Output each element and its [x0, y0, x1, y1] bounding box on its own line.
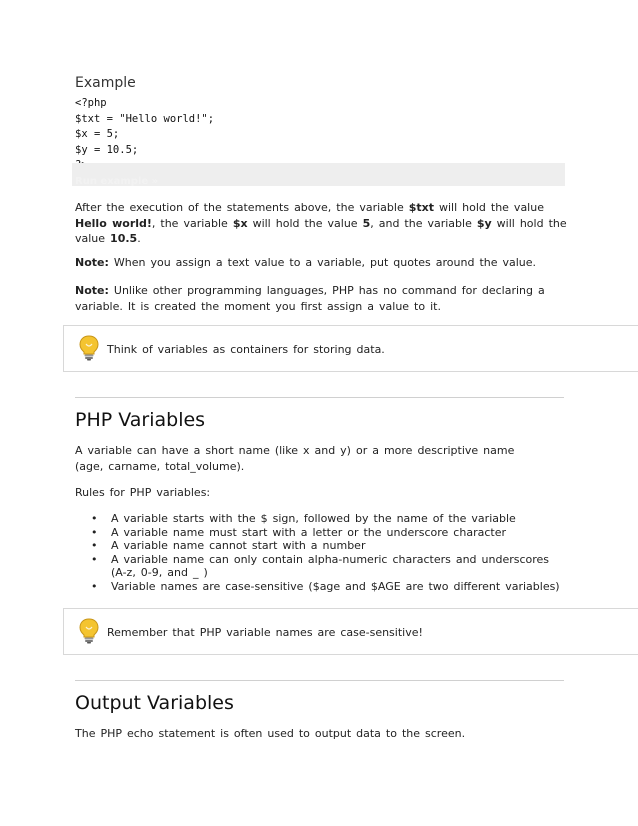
list-item: • Variable names are case-sensitive ($age and $AGE are two different variables): [111, 580, 567, 594]
text: After the execution of the statements above, the variable: [75, 201, 409, 214]
section-heading-php-variables: PHP Variables: [75, 409, 206, 431]
lightbulb-icon: [78, 618, 100, 644]
tip-text: Think of variables as containers for storing data.: [107, 343, 385, 356]
code-term: $x: [232, 216, 248, 230]
tip-box: [63, 608, 638, 655]
note-label: Note:: [75, 256, 109, 269]
code-block: [75, 96, 214, 174]
run-example-button[interactable]: Run example »: [75, 176, 159, 187]
text: will hold the value: [433, 201, 544, 214]
code-term: 10.5: [110, 232, 138, 245]
text: will hold the value: [247, 216, 363, 230]
lightbulb-icon: [78, 335, 100, 361]
list-item: • A variable starts with the $ sign, followed by the name of the variable: [111, 512, 567, 526]
tip-text: Remember that PHP variable names are case-sensitive!: [107, 626, 423, 639]
note-quotes: [75, 255, 567, 271]
text: .: [137, 232, 141, 245]
list-item: • A variable name can only contain alpha-numeric characters and underscores (A-z, 0-9, and _ ): [111, 553, 567, 580]
rules-list: [75, 512, 567, 593]
note-label: Note:: [75, 284, 109, 297]
text: will hold the value: [75, 216, 567, 245]
note-text: When you assign a text value to a variable, put quotes around the value.: [108, 256, 537, 269]
tip-box: [63, 325, 638, 372]
section-intro: A variable can have a short name (like x and y) or a more descriptive name (age, carname, total_volume).: [75, 444, 515, 473]
code-term: Hello world!: [75, 216, 152, 230]
text: , the variable: [151, 216, 233, 230]
note-declaration: [75, 283, 567, 314]
divider: [75, 397, 564, 398]
section-heading-output-variables: Output Variables: [75, 692, 234, 714]
divider: [75, 680, 564, 681]
code-line: $txt = "Hello world!";: [75, 112, 215, 125]
rules-label: Rules for PHP variables:: [75, 486, 211, 499]
explanation-paragraph: [75, 200, 567, 247]
section-intro: The PHP echo statement is often used to output data to the screen.: [75, 727, 466, 740]
note-text: Unlike other programming languages, PHP has no command for declaring a variable. It is created the moment you first assign a value to it.: [75, 284, 545, 313]
example-title: Example: [75, 75, 136, 91]
code-term: $txt: [408, 201, 434, 214]
text: , and the variable: [370, 216, 477, 230]
code-term: $y: [476, 216, 492, 230]
code-line: $x = 5;: [75, 128, 120, 140]
code-line: $y = 10.5;: [75, 143, 139, 156]
list-item: • A variable name must start with a letter or the underscore character: [111, 526, 567, 540]
list-item: • A variable name cannot start with a number: [111, 539, 567, 553]
code-term: 5: [362, 216, 371, 230]
code-line: <?php: [75, 97, 107, 109]
